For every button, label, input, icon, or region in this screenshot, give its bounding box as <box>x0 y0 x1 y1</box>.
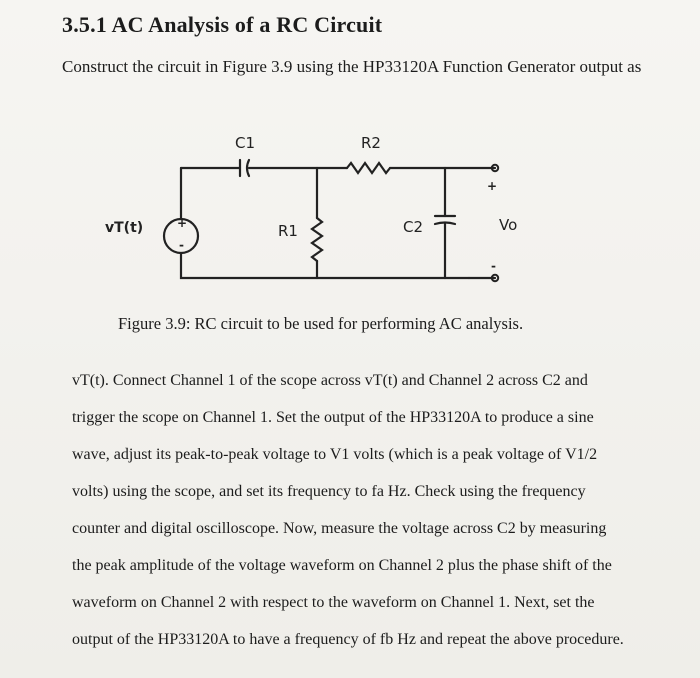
rc-circuit-diagram <box>95 118 535 298</box>
intro-text: Construct the circuit in Figure 3.9 using the HP33120A Function Generator output as <box>62 57 642 76</box>
body-paragraph <box>72 368 652 664</box>
r2-resistor <box>347 163 390 173</box>
body-line: waveform on Channel 2 with respect to the waveform on Channel 1. Next, set the <box>72 594 595 611</box>
r1-resistor <box>312 218 322 261</box>
r1-label: R1 <box>278 222 298 240</box>
wire-left-bottom <box>181 253 469 278</box>
c2-label: C2 <box>403 218 424 236</box>
body-line: the peak amplitude of the voltage waveform on Channel 2 plus the phase shift of the <box>72 557 612 574</box>
output-minus-label: - <box>491 259 496 273</box>
source-minus: - <box>179 238 184 252</box>
output-plus-label: + <box>487 179 498 193</box>
c1-label: C1 <box>235 134 256 152</box>
body-line: wave, adjust its peak-to-peak voltage to V1 volts (which is a peak voltage of V1/2 <box>72 446 598 463</box>
section-heading: 3.5.1 AC Analysis of a RC Circuit <box>62 12 383 37</box>
body-line: counter and digital oscilloscope. Now, measure the voltage across C2 by measuring <box>72 520 607 537</box>
vo-label: Vo <box>499 216 518 234</box>
r2-label: R2 <box>361 134 381 152</box>
body-line: volts) using the scope, and set its frequency to fa Hz. Check using the frequency <box>72 483 586 500</box>
figure-caption: Figure 3.9: RC circuit to be used for performing AC analysis. <box>118 314 524 333</box>
source-plus: + <box>177 216 188 230</box>
body-line: vT(t). Connect Channel 1 of the scope across vT(t) and Channel 2 across C2 and <box>72 372 588 389</box>
source-label: vT(t) <box>105 220 144 236</box>
body-line: trigger the scope on Channel 1. Set the output of the HP33120A to produce a sine <box>72 409 594 426</box>
body-line: output of the HP33120A to have a frequency of fb Hz and repeat the above procedure. <box>72 631 624 648</box>
